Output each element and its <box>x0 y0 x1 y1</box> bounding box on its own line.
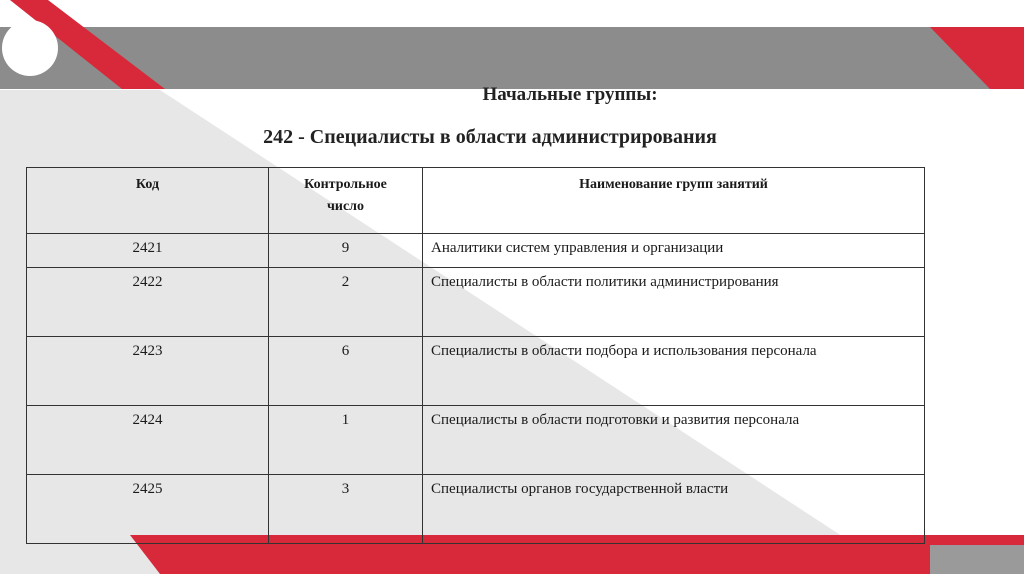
cell-name: Специалисты в области подбора и использования персонала <box>423 337 925 406</box>
cell-code: 2423 <box>27 337 269 406</box>
header-control-number-line2: число <box>326 199 365 214</box>
table-row <box>27 234 925 268</box>
cell-code: 2425 <box>27 475 269 544</box>
gray-bottom-right <box>930 545 1024 574</box>
table-row <box>27 475 925 544</box>
cell-code: 2421 <box>27 234 269 268</box>
table-header-row <box>27 168 925 234</box>
cell-count: 1 <box>269 406 423 475</box>
header-code: Код <box>27 168 269 234</box>
cell-name: Специалисты органов государственной власти <box>423 475 925 544</box>
cell-count: 9 <box>269 234 423 268</box>
table-row <box>27 268 925 337</box>
cell-count: 6 <box>269 337 423 406</box>
cell-count: 2 <box>269 268 423 337</box>
heading-group-title: 242 - Специалисты в области администрирования <box>263 126 717 148</box>
cell-name: Специалисты в области политики администрирования <box>423 268 925 337</box>
cell-count: 3 <box>269 475 423 544</box>
cell-name: Аналитики систем управления и организации <box>423 234 925 268</box>
occupation-groups-table <box>26 167 925 544</box>
cell-name: Специалисты в области подготовки и развития персонала <box>423 406 925 475</box>
header-control-number <box>269 168 423 234</box>
table-row <box>27 337 925 406</box>
top-gray-band <box>0 27 1024 89</box>
table-row <box>27 406 925 475</box>
header-group-name: Наименование групп занятий <box>423 168 925 234</box>
white-circle-decoration <box>2 20 58 76</box>
header-control-number-line1: Контрольное <box>304 177 387 192</box>
cell-code: 2424 <box>27 406 269 475</box>
heading-initial-groups: Начальные группы: <box>482 84 658 105</box>
cell-code: 2422 <box>27 268 269 337</box>
